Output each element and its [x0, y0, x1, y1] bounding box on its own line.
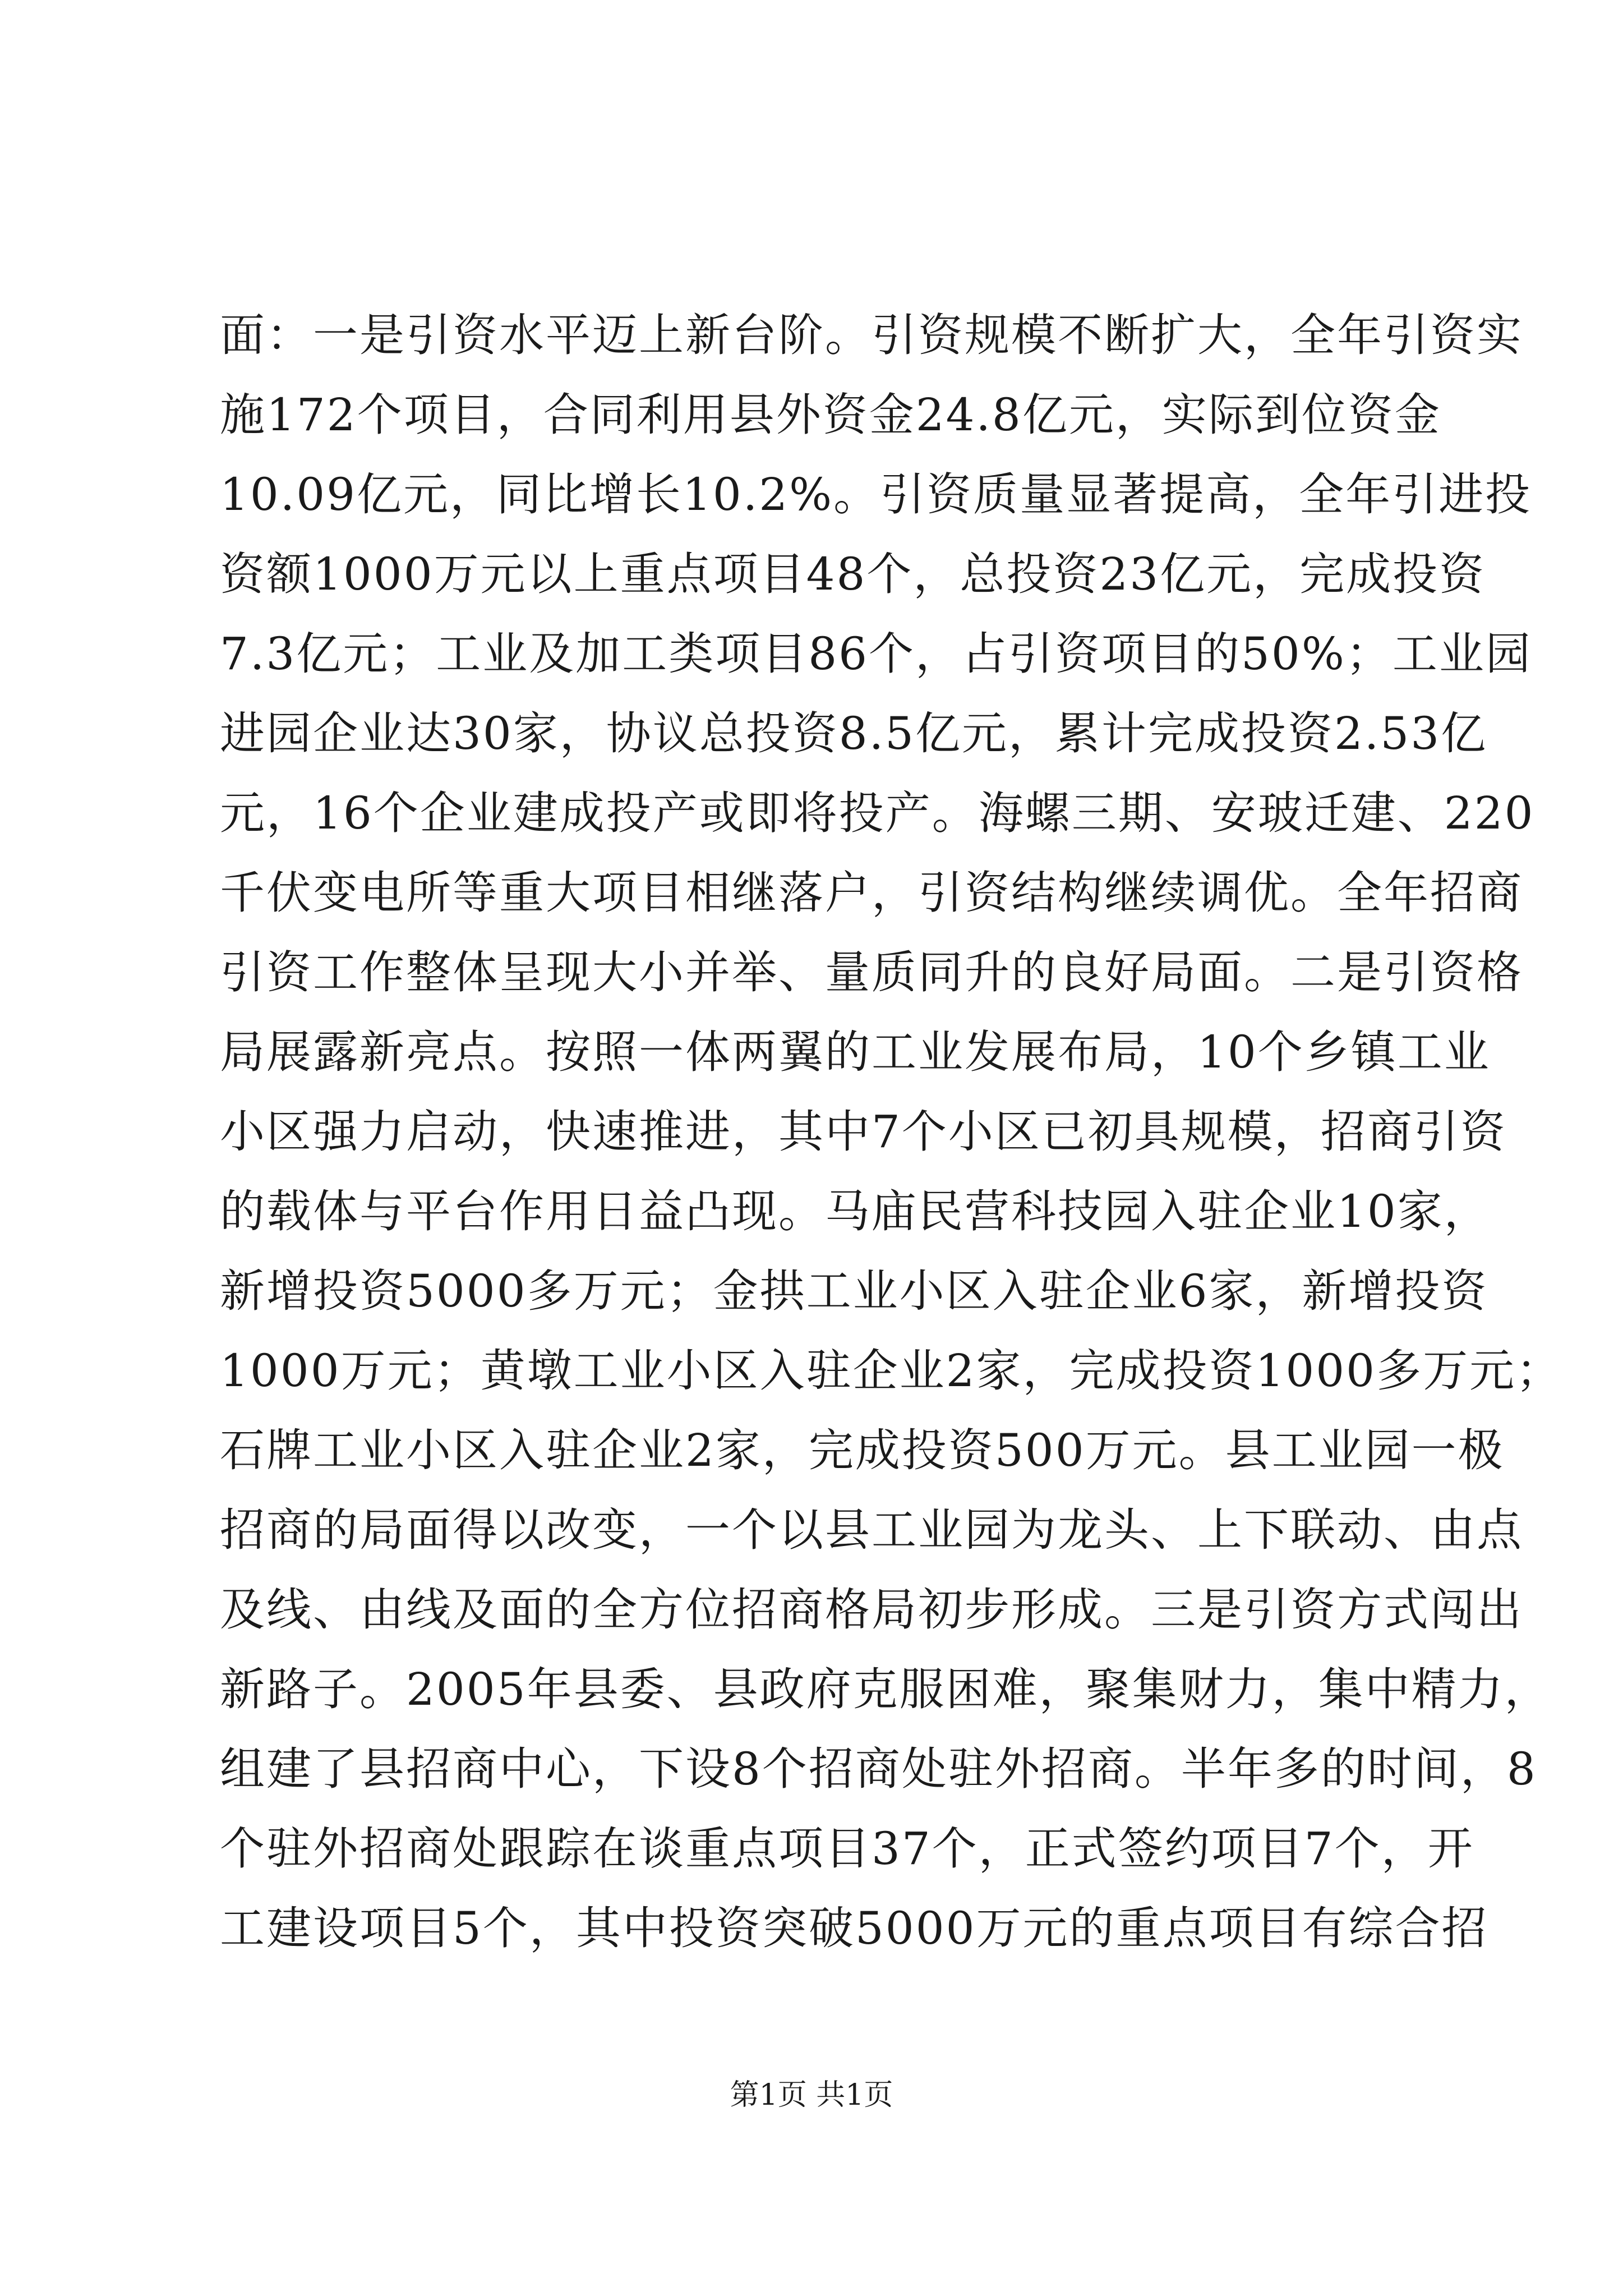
text-line: 引资工作整体呈现大小并举、量质同升的良好局面。二是引资格	[220, 946, 1523, 999]
text-line: 个驻外招商处跟踪在谈重点项目37个，正式签约项目7个，开	[220, 1823, 1474, 1875]
text-line: 施172个项目，合同利用县外资金24.8亿元，实际到位资金	[220, 389, 1441, 441]
page-footer	[0, 2076, 1623, 2115]
text-line: 工建设项目5个，其中投资突破5000万元的重点项目有综合招	[220, 1902, 1488, 1954]
text-line: 新增投资5000多万元；金拱工业小区入驻企业6家，新增投资	[220, 1265, 1488, 1317]
text-line: 元，16个企业建成投产或即将投产。海螺三期、安玻迁建、220	[220, 787, 1535, 839]
text-line: 面：一是引资水平迈上新台阶。引资规模不断扩大，全年引资实	[220, 309, 1523, 361]
text-line: 组建了县招商中心，下设8个招商处驻外招商。半年多的时间，8	[220, 1743, 1537, 1795]
text-line: 及线、由线及面的全方位招商格局初步形成。三是引资方式闯出	[220, 1584, 1523, 1636]
text-line: 千伏变电所等重大项目相继落户，引资结构继续调优。全年招商	[220, 867, 1523, 919]
text-line: 局展露新亮点。按照一体两翼的工业发展布局，10个乡镇工业	[220, 1026, 1491, 1078]
text-line: 10.09亿元，同比增长10.2%。引资质量显著提高，全年引进投	[220, 468, 1532, 521]
text-line: 1000万元；黄墩工业小区入驻企业2家，完成投资1000多万元；	[220, 1345, 1563, 1397]
text-line: 小区强力启动，快速推进，其中7个小区已初具规模，招商引资	[220, 1106, 1507, 1158]
text-line: 资额1000万元以上重点项目48个，总投资23亿元，完成投资	[220, 548, 1486, 600]
text-line: 新路子。2005年县委、县政府克服困难，聚集财力，集中精力，	[220, 1663, 1551, 1715]
text-line: 石牌工业小区入驻企业2家，完成投资500万元。县工业园一极	[220, 1424, 1505, 1476]
body-text	[220, 296, 1563, 1968]
text-line: 进园企业达30家，协议总投资8.5亿元，累计完成投资2.53亿	[220, 707, 1488, 760]
page-number-label: 第1页 共1页	[730, 2078, 893, 2112]
text-line: 招商的局面得以改变，一个以县工业园为龙头、上下联动、由点	[220, 1504, 1523, 1556]
text-line: 的载体与平台作用日益凸现。马庙民营科技园入驻企业10家，	[220, 1185, 1491, 1237]
text-line: 7.3亿元；工业及加工类项目86个，占引资项目的50%；工业园	[220, 628, 1532, 680]
